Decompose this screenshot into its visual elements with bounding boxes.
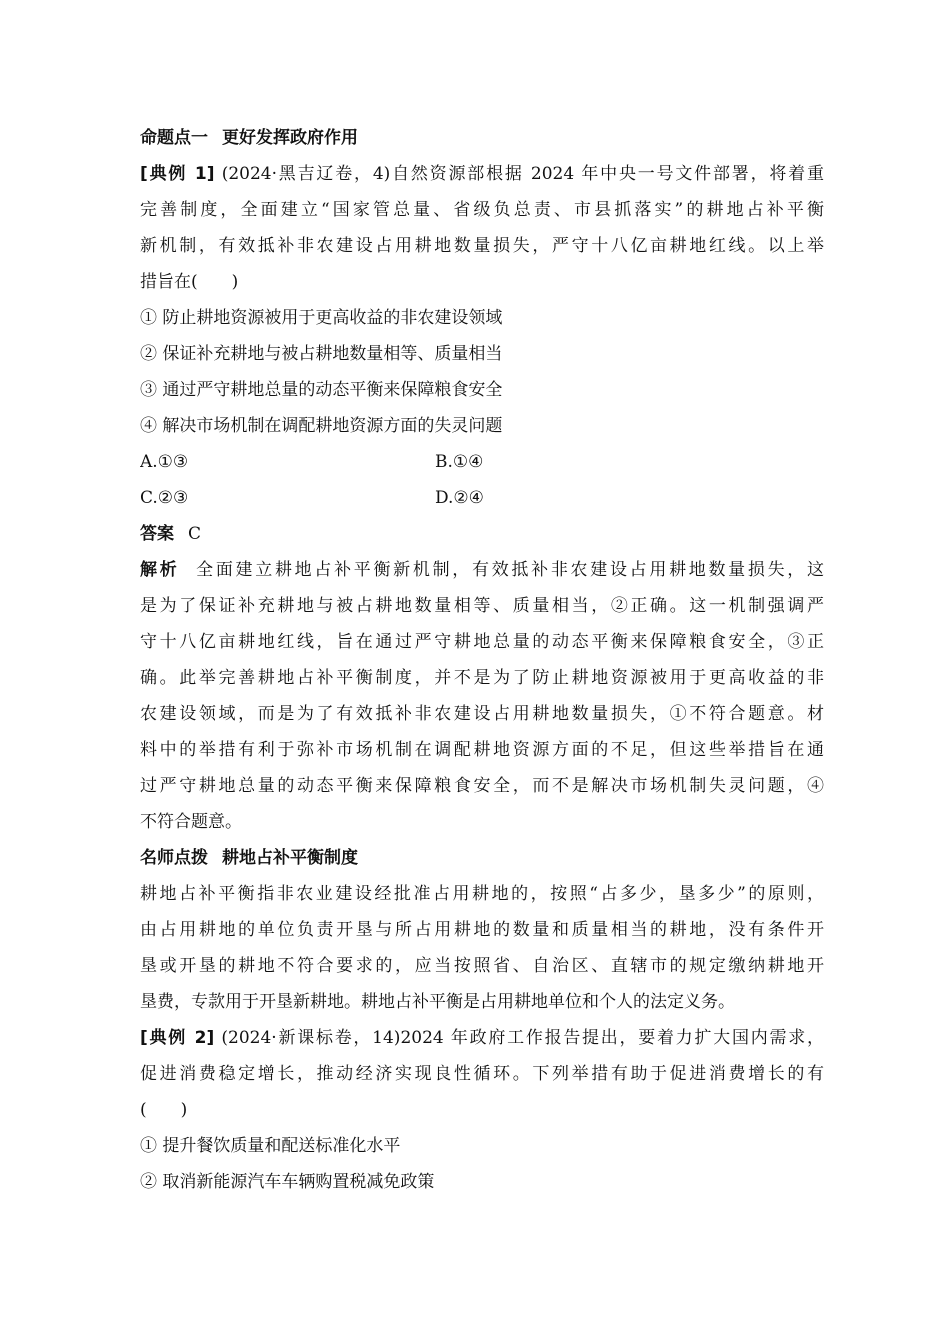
tip-label: 名师点拨 <box>140 848 208 868</box>
tip-line: 垦或开垦的耕地不符合要求的，应当按照省、自治区、直辖市的规定缴纳耕地开 <box>140 956 824 976</box>
answer-label: 答案 <box>140 524 174 544</box>
options-row-1 <box>140 444 824 480</box>
analysis-line: 农建设领域，而是为了有效抵补非农建设占用耕地数量损失，①不符合题意。材 <box>140 704 824 724</box>
options-row-2 <box>140 480 824 516</box>
tip-line: 由占用耕地的单位负责开垦与所占用耕地的数量和质量相当的耕地，没有条件开 <box>140 920 824 940</box>
document-page <box>140 120 824 1200</box>
answer-value: C <box>188 524 202 544</box>
example1-line: [典例 1] (2024·黑吉辽卷，4)自然资源部根据 2024 年中央一号文件部署，将着重 <box>140 164 824 184</box>
analysis-line: 过严守耕地总量的动态平衡来保障粮食安全，而不是解决市场机制失灵问题，④ <box>140 776 824 796</box>
option-a: A.①③ <box>140 452 189 472</box>
option-c: C.②③ <box>140 488 189 508</box>
section-title: 更好发挥政府作用 <box>222 128 358 148</box>
example2-statement-1: ① 提升餐饮质量和配送标准化水平 <box>140 1136 401 1156</box>
example2-statement-2: ② 取消新能源汽车车辆购置税减免政策 <box>140 1172 435 1192</box>
section-heading <box>140 120 824 156</box>
tip-heading <box>140 840 824 876</box>
analysis-line: 料中的举措有利于弥补市场机制在调配耕地资源方面的不足，但这些举措旨在通 <box>140 740 824 760</box>
answer-line <box>140 516 824 552</box>
analysis-line: 守十八亿亩耕地红线，旨在通过严守耕地总量的动态平衡来保障粮食安全，③正 <box>140 632 824 652</box>
example1-line: 新机制，有效抵补非农建设占用耕地数量损失，严守十八亿亩耕地红线。以上举 <box>140 236 824 256</box>
statement-4: ④ 解决市场机制在调配耕地资源方面的失灵问题 <box>140 416 503 436</box>
option-d: D.②④ <box>435 488 484 508</box>
analysis-label: 解析 <box>140 560 180 580</box>
analysis-line: 解析 全面建立耕地占补平衡新机制，有效抵补非农建设占用耕地数量损失，这 <box>140 560 824 580</box>
example2-line: 促进消费稳定增长，推动经济实现良性循环。下列举措有助于促进消费增长的有 <box>140 1064 824 1084</box>
example1-line: 措旨在( ) <box>140 272 239 292</box>
option-b: B.①④ <box>435 452 484 472</box>
analysis-line: 是为了保证补充耕地与被占耕地数量相等、质量相当，②正确。这一机制强调严 <box>140 596 824 616</box>
tip-line: 垦费，专款用于开垦新耕地。耕地占补平衡是占用耕地单位和个人的法定义务。 <box>140 992 735 1012</box>
tip-line: 耕地占补平衡指非农业建设经批准占用耕地的，按照“占多少，垦多少”的原则， <box>140 884 824 904</box>
section-label: 命题点一 <box>140 128 208 148</box>
analysis-line: 确。此举完善耕地占补平衡制度，并不是为了防止耕地资源被用于更高收益的非 <box>140 668 824 688</box>
tip-title: 耕地占补平衡制度 <box>222 848 358 868</box>
statement-2: ② 保证补充耕地与被占耕地数量相等、质量相当 <box>140 344 503 364</box>
statement-3: ③ 通过严守耕地总量的动态平衡来保障粮食安全 <box>140 380 503 400</box>
example1-line: 完善制度，全面建立“国家管总量、省级负总责、市县抓落实”的耕地占补平衡 <box>140 200 824 220</box>
example2-line: ( ) <box>140 1100 188 1120</box>
analysis-line: 不符合题意。 <box>140 812 242 832</box>
example2-line: [典例 2] (2024·新课标卷，14)2024 年政府工作报告提出，要着力扩大国内需求， <box>140 1028 824 1048</box>
example1-tag: [典例 1] <box>140 164 215 184</box>
example2-tag: [典例 2] <box>140 1028 215 1048</box>
statement-1: ① 防止耕地资源被用于更高收益的非农建设领域 <box>140 308 503 328</box>
